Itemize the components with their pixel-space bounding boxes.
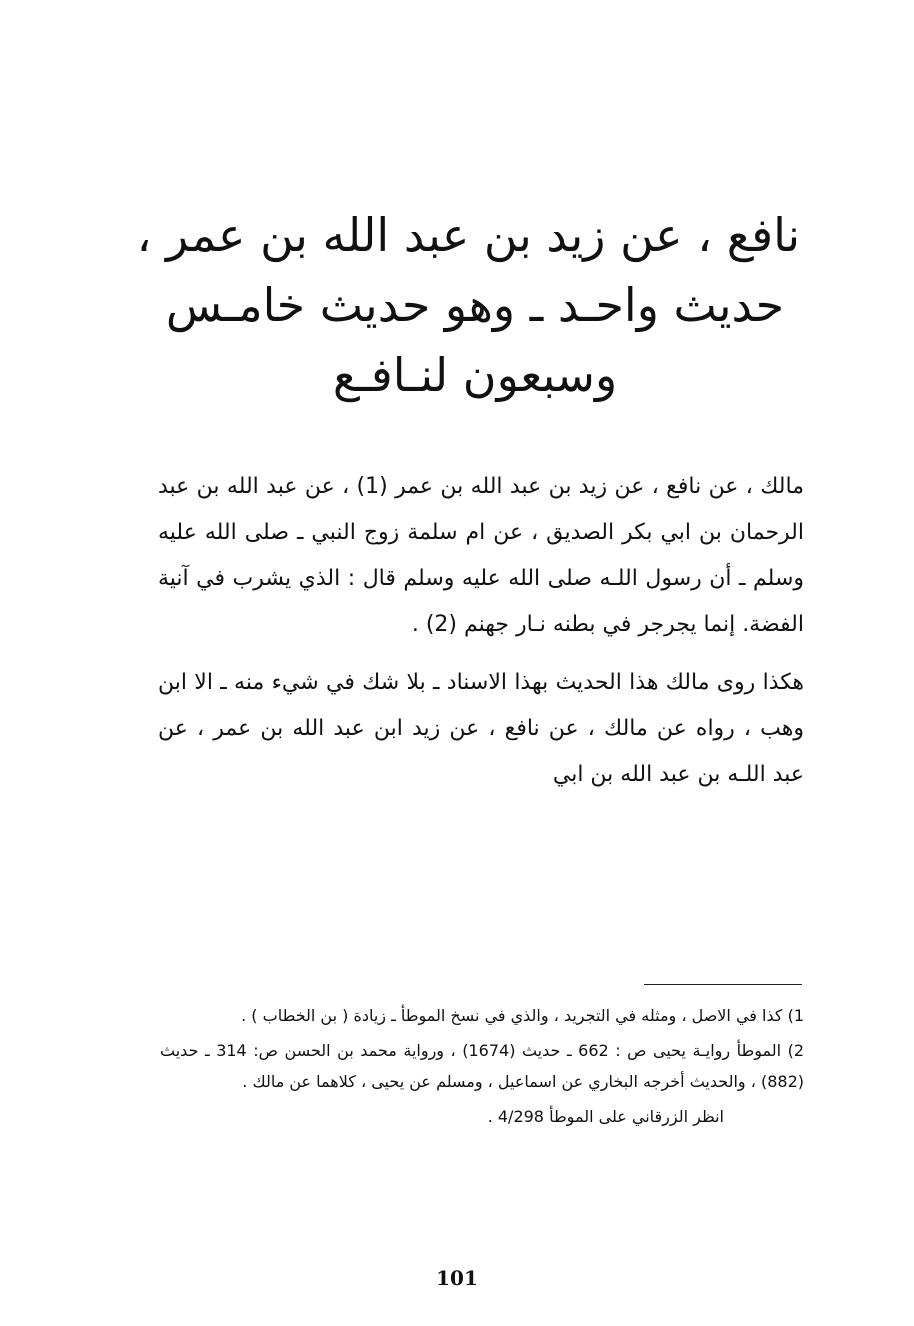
title-line: وسبعون لنـافـع	[332, 348, 618, 402]
title-line: نافع ، عن زيد بن عبد الله بن عمر ،	[136, 208, 800, 262]
body-paragraph: مالك ، عن نافع ، عن زيد بن عبد الله بن عمر (1) ، عن عبد الله بن عبد الرحمان بن ابي بكر الصديق ، عن ام سلمة زوج النبي ـ صلى الله عليه وسلم ـ أن رسول اللـه صلى الله عليه وسلم قال : الذي يشرب في آنية الفضة. إنما يجرجر في بطنه نـار جهنم (2) .	[158, 474, 804, 637]
main-text	[158, 464, 804, 810]
footnote-reference: انظر الزرقاني على الموطأ 4/298 .	[487, 1107, 724, 1126]
footnotes	[160, 1000, 804, 1132]
footnote-2: 2) الموطأ روايـة يحيى ص : 662 ـ حديث (1674) ، ورواية محمد بن الحسن ص: 314 ـ حديث (882) ، والحديث أخرجه البخاري عن اسماعيل ، ومسلم عن يحيى ، كلاهما عن مالك .	[160, 1041, 805, 1091]
page-number: 101	[436, 1266, 478, 1290]
footnote-divider	[644, 984, 802, 985]
title-line: حديث واحـد ـ وهو حديث خامـس	[165, 278, 785, 332]
chapter-title	[136, 200, 800, 410]
footnote-1: 1) كذا في الاصل ، ومثله في التجريد ، والذي في نسخ الموطأ ـ زيادة ( بن الخطاب ) .	[241, 1006, 804, 1025]
body-paragraph: هكذا روى مالك هذا الحديث بهذا الاسناد ـ بلا شك في شيء منه ـ الا ابن وهب ، رواه عن مالك ، عن نافع ، عن زيد ابن عبد الله بن عمر ، عن عبد اللـه بن عبد الله بن ابي	[158, 670, 804, 787]
